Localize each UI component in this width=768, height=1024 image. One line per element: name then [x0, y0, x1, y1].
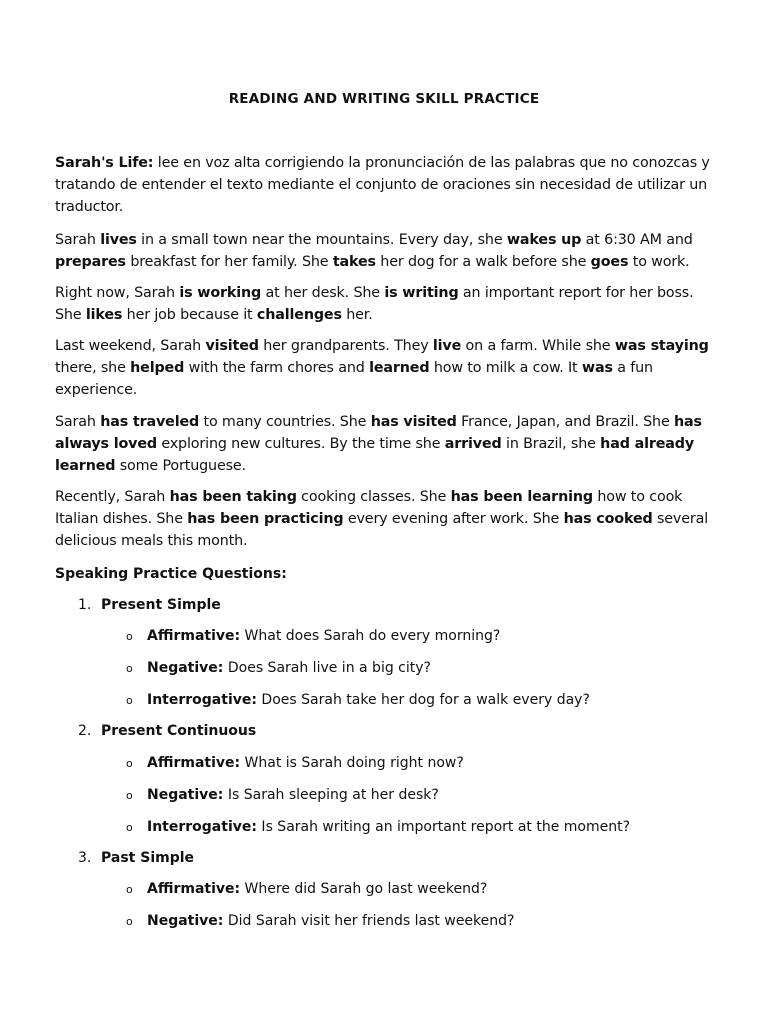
- text-run: to work.: [628, 254, 690, 270]
- text-run: her dog for a walk before she: [375, 254, 591, 270]
- text-run: cooking classes. She: [296, 489, 451, 505]
- bullet-icon: o: [126, 789, 133, 802]
- question-item: o Negative: Does Sarah live in a big city?: [126, 657, 431, 680]
- text-run: exploring new cultures. By the time she: [156, 436, 445, 452]
- verb-highlight: has been learning: [450, 489, 593, 505]
- bullet-icon: o: [126, 821, 133, 834]
- bullet-icon: o: [126, 630, 133, 643]
- text-run: to many countries. She: [199, 414, 371, 430]
- text-run: with the farm chores and: [184, 360, 370, 376]
- verb-highlight: prepares: [55, 254, 126, 270]
- text-run: her job because it: [122, 307, 257, 323]
- page-title: READING AND WRITING SKILL PRACTICE: [228, 91, 540, 107]
- verb-highlight: had already learned: [55, 436, 695, 474]
- speaking-heading: Speaking Practice Questions:: [55, 566, 287, 582]
- question-item: o Interrogative: Is Sarah writing an important report at the moment?: [126, 816, 630, 839]
- question-item: o Interrogative: Does Sarah take her dog for a walk every day?: [126, 689, 590, 712]
- story-paragraph: [55, 486, 715, 552]
- text-run: her grandparents. They: [258, 338, 433, 354]
- verb-highlight: has traveled: [100, 414, 200, 430]
- story-paragraph: [55, 411, 715, 477]
- intro-label: Sarah's Life:: [55, 155, 154, 171]
- text-run: a fun experience.: [55, 360, 653, 398]
- text-run: how to milk a cow. It: [429, 360, 582, 376]
- verb-highlight: has been taking: [169, 489, 297, 505]
- verb-highlight: lives: [100, 232, 137, 248]
- text-run: some Portuguese.: [115, 458, 246, 474]
- text-run: how to cook Italian dishes. She: [55, 489, 683, 527]
- verb-highlight: challenges: [256, 307, 342, 323]
- bullet-icon: o: [126, 662, 133, 675]
- text-run: Last weekend, Sarah: [55, 338, 206, 354]
- verb-highlight: likes: [85, 307, 123, 323]
- bullet-icon: o: [126, 915, 133, 928]
- verb-highlight: was staying: [614, 338, 709, 354]
- verb-highlight: live: [432, 338, 462, 354]
- text-run: every evening after work. She: [343, 511, 564, 527]
- bullet-icon: o: [126, 883, 133, 896]
- section-title: 1. Present Simple: [78, 597, 221, 613]
- story-paragraph: [55, 229, 715, 273]
- verb-highlight: has visited: [370, 414, 457, 430]
- text-run: France, Japan, and Brazil. She: [456, 414, 674, 430]
- text-run: Sarah: [55, 232, 101, 248]
- story-paragraph: [55, 335, 715, 401]
- verb-highlight: goes: [590, 254, 629, 270]
- text-run: breakfast for her family. She: [125, 254, 333, 270]
- verb-highlight: wakes up: [506, 232, 582, 248]
- section-title: 3. Past Simple: [78, 850, 195, 866]
- verb-highlight: arrived: [444, 436, 502, 452]
- text-run: several delicious meals this month.: [55, 511, 709, 549]
- text-run: at 6:30 AM and: [581, 232, 693, 248]
- text-run: at her desk. She: [261, 285, 385, 301]
- verb-highlight: is writing: [384, 285, 459, 301]
- text-run: there, she: [55, 360, 131, 376]
- question-item: o Affirmative: What is Sarah doing right now?: [126, 752, 464, 775]
- bullet-icon: o: [126, 694, 133, 707]
- text-run: Recently, Sarah: [55, 489, 170, 505]
- question-item: o Affirmative: What does Sarah do every morning?: [126, 625, 500, 648]
- verb-highlight: is working: [179, 285, 262, 301]
- verb-highlight: was: [581, 360, 613, 376]
- section-title: 2. Present Continuous: [78, 723, 257, 739]
- question-item: o Negative: Is Sarah sleeping at her desk?: [126, 784, 439, 807]
- verb-highlight: takes: [332, 254, 376, 270]
- verb-highlight: has cooked: [563, 511, 653, 527]
- text-run: an important report for her boss. She: [55, 285, 694, 323]
- text-run: Sarah: [55, 414, 101, 430]
- text-run: her.: [341, 307, 373, 323]
- intro-paragraph: [55, 152, 715, 218]
- text-run: in Brazil, she: [501, 436, 601, 452]
- verb-highlight: has been practicing: [187, 511, 344, 527]
- question-item: o Negative: Did Sarah visit her friends last weekend?: [126, 910, 514, 933]
- question-item: o Affirmative: Where did Sarah go last weekend?: [126, 878, 487, 901]
- story-paragraph: [55, 282, 715, 326]
- text-run: in a small town near the mountains. Every day, she: [136, 232, 507, 248]
- text-run: Right now, Sarah: [55, 285, 180, 301]
- verb-highlight: visited: [205, 338, 259, 354]
- verb-highlight: helped: [130, 360, 185, 376]
- verb-highlight: learned: [369, 360, 430, 376]
- bullet-icon: o: [126, 757, 133, 770]
- verb-highlight: has always loved: [55, 414, 702, 452]
- intro-text: lee en voz alta corrigiendo la pronunciación de las palabras que no conozcas y tratando de entender el texto mediante el conjunto de oraciones sin necesidad de utilizar un traductor.: [55, 155, 710, 215]
- text-run: on a farm. While she: [461, 338, 615, 354]
